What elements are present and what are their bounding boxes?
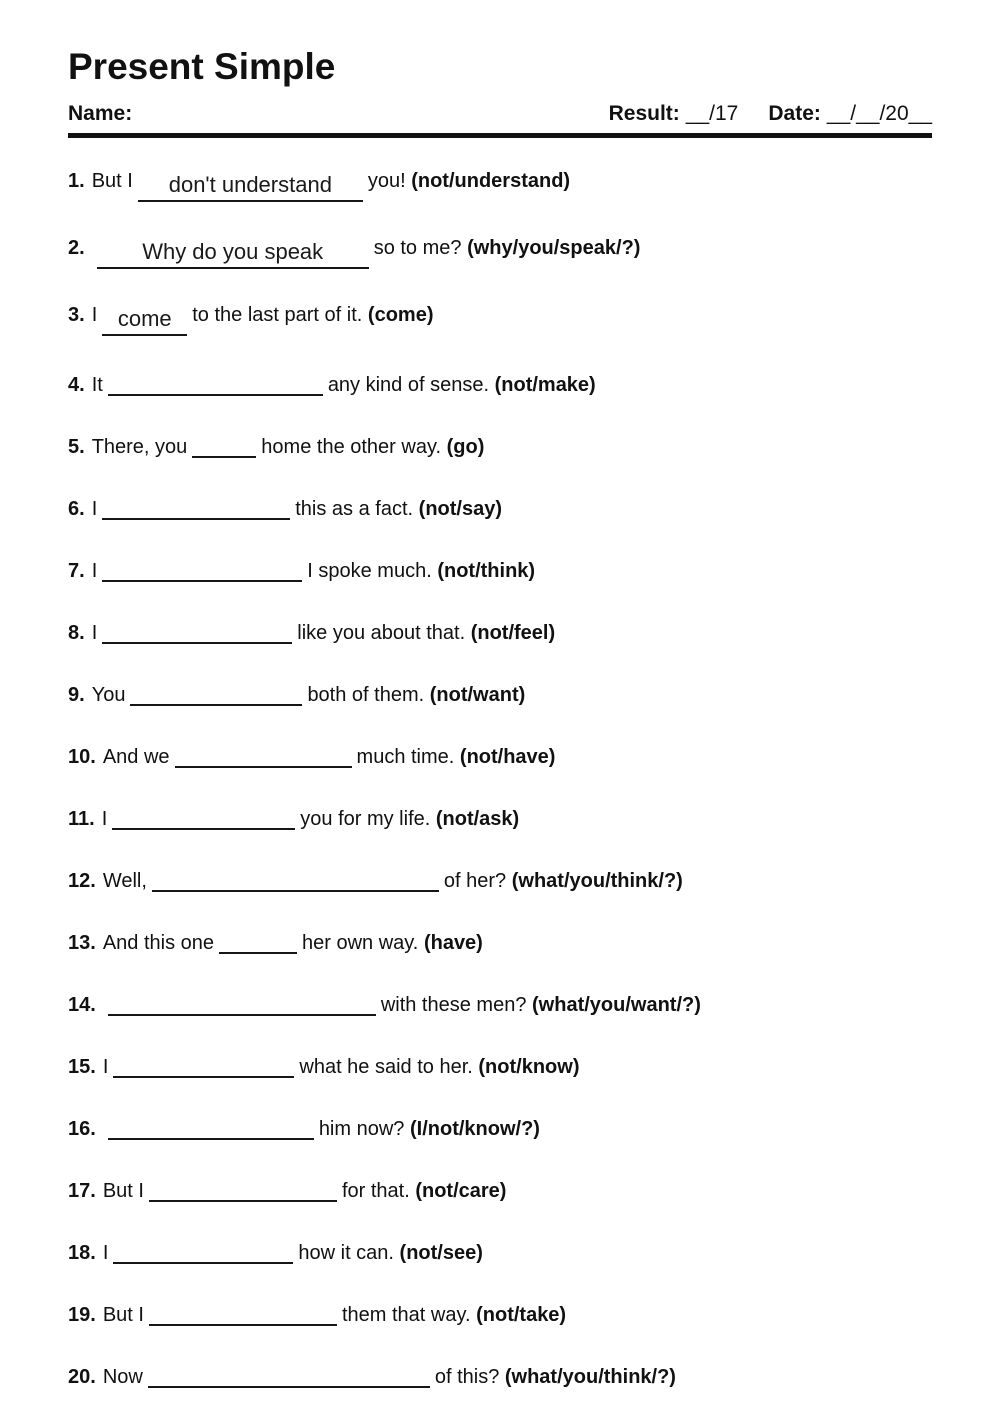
answer-blank[interactable] — [102, 493, 290, 520]
verb-hint: (what/you/think/?) — [511, 870, 683, 892]
answer-blank[interactable] — [102, 555, 302, 582]
exercise-item — [68, 493, 932, 522]
verb-hint: (not/think) — [437, 560, 536, 582]
exercise-item — [68, 1051, 932, 1080]
exercise-item — [68, 679, 932, 708]
exercise-item — [68, 431, 932, 460]
exercise-number: 6. — [68, 498, 85, 520]
exercise-text-post: like you about that. — [297, 622, 466, 644]
exercise-text-pre: But I — [102, 1180, 144, 1202]
exercise-number: 13. — [68, 932, 96, 954]
exercise-text-pre: Now — [102, 1366, 143, 1388]
date-group — [768, 102, 932, 126]
exercise-text-pre: It — [91, 374, 103, 396]
exercise-text-pre: I — [91, 498, 98, 520]
exercise-number: 12. — [68, 870, 96, 892]
worksheet-title: Present Simple — [68, 46, 336, 87]
name-label: Name: — [68, 102, 133, 125]
answer-text: Why do you speak — [142, 239, 324, 264]
exercise-text-pre: But I — [91, 170, 133, 192]
exercise-text-post: any kind of sense. — [327, 374, 490, 396]
answer-blank[interactable] — [108, 989, 376, 1016]
answer-blank[interactable] — [108, 369, 323, 396]
answer-blank[interactable] — [102, 617, 292, 644]
answer-blank[interactable] — [108, 1113, 314, 1140]
answer-blank[interactable] — [130, 679, 302, 706]
exercise-text-post: I spoke much. — [307, 560, 432, 582]
exercise-item — [68, 235, 932, 269]
exercise-text-pre: And this one — [102, 932, 215, 954]
exercise-text-post: you for my life. — [300, 808, 431, 830]
exercise-number: 18. — [68, 1242, 96, 1264]
exercise-text-post: how it can. — [298, 1242, 394, 1264]
exercise-text-post: of this? — [434, 1366, 500, 1388]
exercise-text-pre: I — [102, 1242, 109, 1264]
answer-blank[interactable] — [113, 1051, 294, 1078]
exercise-number: 20. — [68, 1366, 96, 1388]
exercise-text-post: so to me? — [373, 237, 462, 259]
answer-text: come — [117, 306, 172, 331]
answer-blank[interactable] — [102, 306, 187, 336]
exercise-list — [68, 168, 932, 1390]
answer-text: don't understand — [168, 172, 332, 197]
verb-hint: (what/you/think/?) — [504, 1366, 676, 1388]
exercise-number: 9. — [68, 684, 85, 706]
exercise-item — [68, 1237, 932, 1266]
verb-hint: (why/you/speak/?) — [467, 237, 641, 259]
exercise-text-post: for that. — [341, 1180, 410, 1202]
header-right — [609, 102, 932, 126]
exercise-number: 19. — [68, 1304, 96, 1326]
exercise-text-post: both of them. — [307, 684, 425, 706]
verb-hint: (I/not/know/?) — [409, 1118, 540, 1140]
date-label: Date: — [768, 102, 821, 125]
verb-hint: (what/you/want/?) — [532, 994, 701, 1016]
verb-hint: (not/want) — [429, 684, 526, 706]
exercise-text-pre: You — [91, 684, 126, 706]
verb-hint: (go) — [446, 436, 485, 458]
exercise-text-post: him now? — [318, 1118, 405, 1140]
exercise-number: 11. — [68, 808, 95, 830]
exercise-text-pre: And we — [102, 746, 170, 768]
verb-hint: (not/say) — [418, 498, 502, 520]
answer-blank[interactable] — [112, 803, 295, 830]
verb-hint: (not/take) — [476, 1304, 567, 1326]
exercise-text-pre: I — [101, 808, 108, 830]
verb-hint: (not/ask) — [435, 808, 520, 830]
verb-hint: (not/see) — [399, 1242, 483, 1264]
exercise-text-post: home the other way. — [261, 436, 442, 458]
result-value: __/17 — [685, 102, 739, 125]
exercise-item — [68, 989, 932, 1018]
exercise-number: 4. — [68, 374, 85, 396]
verb-hint: (not/know) — [478, 1056, 580, 1078]
exercise-text-post: of her? — [443, 870, 507, 892]
exercise-item — [68, 1113, 932, 1142]
answer-blank[interactable] — [175, 741, 352, 768]
answer-blank[interactable] — [138, 172, 363, 202]
exercise-text-post: this as a fact. — [295, 498, 414, 520]
exercise-item — [68, 1361, 932, 1390]
exercise-text-pre: Well, — [102, 870, 147, 892]
exercise-text-pre: There, you — [91, 436, 188, 458]
verb-hint: (have) — [423, 932, 483, 954]
exercise-text-post: you! — [367, 170, 406, 192]
exercise-text-post: much time. — [356, 746, 455, 768]
exercise-item — [68, 741, 932, 770]
exercise-number: 15. — [68, 1056, 96, 1078]
exercise-number: 1. — [68, 170, 85, 192]
verb-hint: (not/make) — [494, 374, 596, 396]
exercise-number: 10. — [68, 746, 96, 768]
exercise-item — [68, 617, 932, 646]
exercise-number: 7. — [68, 560, 85, 582]
exercise-item — [68, 369, 932, 398]
worksheet-header — [68, 102, 932, 126]
exercise-item — [68, 865, 932, 894]
exercise-item — [68, 1175, 932, 1204]
header-divider — [68, 133, 932, 138]
exercise-text-pre: I — [91, 622, 98, 644]
exercise-number: 14. — [68, 994, 96, 1016]
answer-blank[interactable] — [113, 1237, 293, 1264]
exercise-item — [68, 927, 932, 956]
exercise-number: 17. — [68, 1180, 96, 1202]
exercise-text-post: what he said to her. — [299, 1056, 473, 1078]
answer-blank[interactable] — [148, 1361, 430, 1388]
exercise-text-post: to the last part of it. — [192, 304, 363, 326]
exercise-text-pre: I — [91, 304, 98, 326]
exercise-item — [68, 803, 932, 832]
answer-blank[interactable] — [97, 239, 369, 269]
result-group — [609, 102, 739, 126]
exercise-number: 2. — [68, 237, 85, 259]
exercise-text-pre: I — [91, 560, 98, 582]
exercise-number: 3. — [68, 304, 85, 326]
exercise-item — [68, 1299, 932, 1328]
verb-hint: (come) — [367, 304, 434, 326]
exercise-number: 5. — [68, 436, 85, 458]
exercise-item — [68, 168, 932, 202]
answer-blank[interactable] — [149, 1175, 337, 1202]
answer-blank[interactable] — [152, 865, 439, 892]
exercise-text-pre: I — [102, 1056, 109, 1078]
date-value: __/__/20__ — [826, 102, 932, 125]
exercise-item — [68, 555, 932, 584]
answer-blank[interactable] — [149, 1299, 337, 1326]
exercise-text-post: them that way. — [341, 1304, 471, 1326]
answer-blank[interactable] — [219, 927, 297, 954]
exercise-text-pre: But I — [102, 1304, 144, 1326]
exercise-item — [68, 302, 932, 336]
verb-hint: (not/care) — [415, 1180, 507, 1202]
verb-hint: (not/have) — [459, 746, 556, 768]
answer-blank[interactable] — [192, 431, 256, 458]
result-label: Result: — [608, 102, 680, 125]
verb-hint: (not/feel) — [470, 622, 556, 644]
exercise-text-post: with these men? — [380, 994, 527, 1016]
exercise-number: 8. — [68, 622, 85, 644]
verb-hint: (not/understand) — [411, 170, 571, 192]
exercise-text-post: her own way. — [302, 932, 419, 954]
exercise-number: 16. — [68, 1118, 96, 1140]
